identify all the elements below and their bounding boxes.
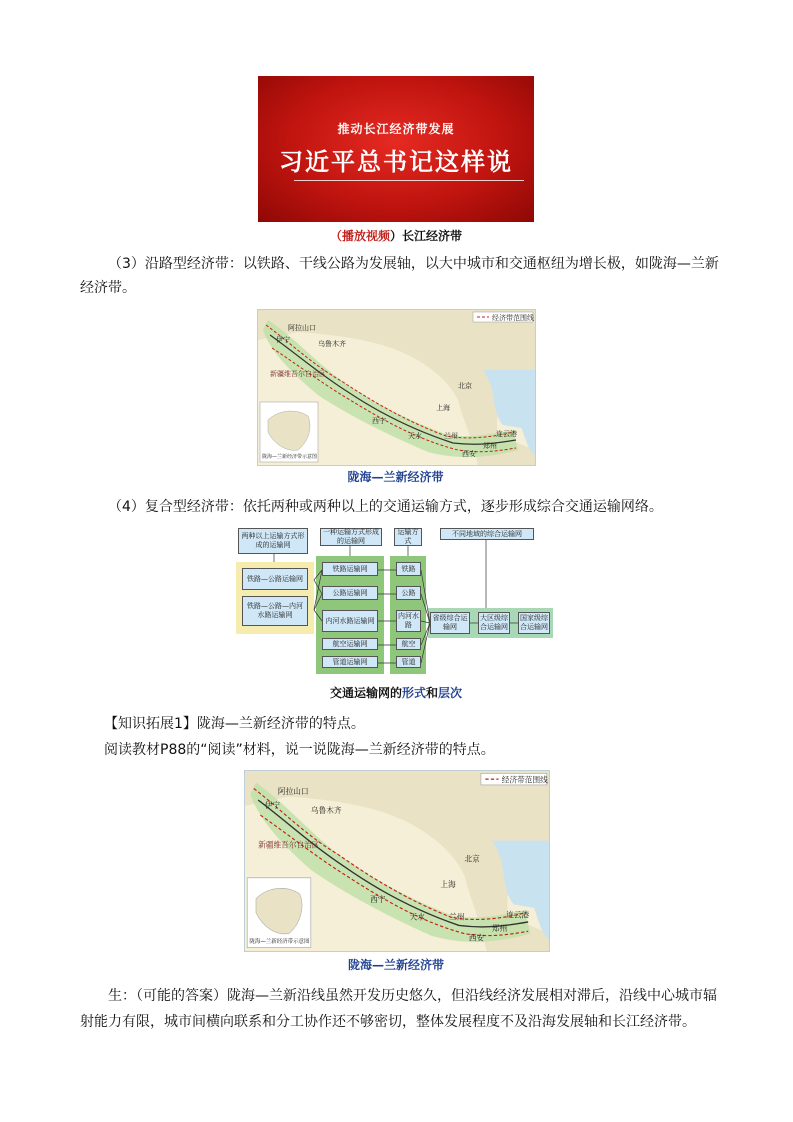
map1-place: 兰州 (444, 432, 458, 440)
diagram-mode-air: 航空 (396, 638, 421, 650)
diagram-level-province: 省级综合运输网 (430, 612, 470, 634)
map1-place: 北京 (458, 382, 472, 390)
map2-place: 天水 (409, 912, 425, 922)
map2-place: 乌鲁木齐 (310, 805, 342, 815)
map1-place: 西安 (462, 450, 476, 458)
play-video-link[interactable]: 播放视频 (341, 229, 390, 243)
transport-network-diagram (236, 524, 556, 676)
map2-place: 北京 (464, 854, 480, 864)
map1-place: 郑州 (483, 442, 497, 450)
diagram-combo-rail-road: 铁路—公路运输网 (242, 568, 308, 590)
map2-place: 兰州 (449, 912, 465, 922)
diagram-mode-road: 公路 (396, 586, 421, 600)
diagram-net-rail: 铁路运输网 (322, 562, 378, 576)
para-compound-belt: （4）复合型经济带：依托两种或两种以上的交通运输方式，逐步形成综合交通运输网络。 (108, 499, 663, 515)
map2-place: 伊宁 (264, 800, 281, 811)
video-divider (294, 180, 524, 181)
map2-place: 新疆维吾尔自治区 (258, 840, 320, 850)
ext-question: 阅读教材P88的“阅读”材料，说一说陇海—兰新经济带的特点。 (104, 742, 495, 758)
diagram-net-air: 航空运输网 (322, 638, 378, 650)
diagram-mode-rail: 铁路 (396, 562, 421, 576)
diagram-net-road: 公路运输网 (322, 586, 378, 600)
diagram-col2-header: 一种运输方式形成的运输网 (320, 528, 382, 546)
map1-place: 上海 (436, 404, 450, 412)
map1-place: 伊宁 (276, 336, 290, 344)
ext-title: 【知识拓展1】陇海—兰新经济带的特点。 (104, 716, 365, 732)
map-longhai-lanxin-1 (257, 309, 536, 466)
answer-text: 生：（可能的答案）陇海—兰新沿线虽然开发历史悠久，但沿线经济发展相对滞后，沿线中心城市辐射能力有限，城市间横向联系和分工协作还不够密切，整体发展程度不及沿海发展轴和长江经济带。 (80, 988, 717, 1030)
map2-place: 阿拉山口 (277, 787, 309, 797)
diagram-col1-header: 两种以上运输方式形成的运输网 (238, 528, 308, 554)
map2-place: 上海 (440, 879, 456, 890)
map2-inset-note: 陇海—兰新经济带示意图 (249, 938, 310, 945)
para-corridor-belt: （3）沿路型经济带：以铁路、干线公路为发展轴，以大中城市和交通枢纽为增长极，如陇海—兰新经济带。 (80, 256, 719, 296)
map2-place: 西宁 (370, 895, 386, 905)
diagram-col4-header: 不同地域的综合运输网 (440, 528, 534, 540)
map1-place: 连云港 (496, 430, 517, 438)
map1-place: 乌鲁木齐 (318, 340, 346, 348)
map2-place: 西安 (468, 933, 485, 943)
map1-inset-note: 陇海—兰新经济带示意图 (262, 454, 318, 460)
diagram-combo-rail-road-river: 铁路—公路—内河水路运输网 (242, 596, 308, 626)
map2-legend: 经济带范围线 (501, 775, 548, 785)
map1-legend: 经济带范围线 (492, 314, 534, 322)
diagram-caption: 交通运输网的形式和层次 (329, 686, 463, 700)
map2-caption: 陇海—兰新经济带 (347, 958, 444, 972)
diagram-net-pipe: 管道运输网 (322, 656, 378, 668)
diagram-mode-pipe: 管道 (396, 656, 421, 668)
map1-place: 新疆维吾尔自治区 (270, 370, 326, 378)
video-subtitle: 推动长江经济带发展 (337, 122, 455, 136)
video-caption: （播放视频）长江经济带 (329, 229, 463, 243)
diagram-level-region: 大区级综合运输网 (478, 612, 510, 634)
diagram-col3-header: 运输方式 (394, 528, 422, 546)
diagram-level-nation: 国家级综合运输网 (518, 612, 550, 634)
video-title: 习近平总书记这样说 (279, 148, 513, 176)
map1-caption: 陇海—兰新经济带 (347, 470, 444, 484)
map2-place: 郑州 (491, 924, 508, 934)
map2-place: 连云港 (506, 910, 530, 920)
video-banner[interactable] (258, 76, 534, 222)
map-longhai-lanxin-2 (244, 770, 550, 952)
diagram-mode-river: 内河水路 (396, 610, 421, 632)
diagram-net-river: 内河水路运输网 (322, 610, 378, 632)
map1-place: 天水 (408, 432, 422, 440)
map1-place: 西宁 (372, 417, 386, 425)
map1-place: 阿拉山口 (288, 324, 316, 332)
